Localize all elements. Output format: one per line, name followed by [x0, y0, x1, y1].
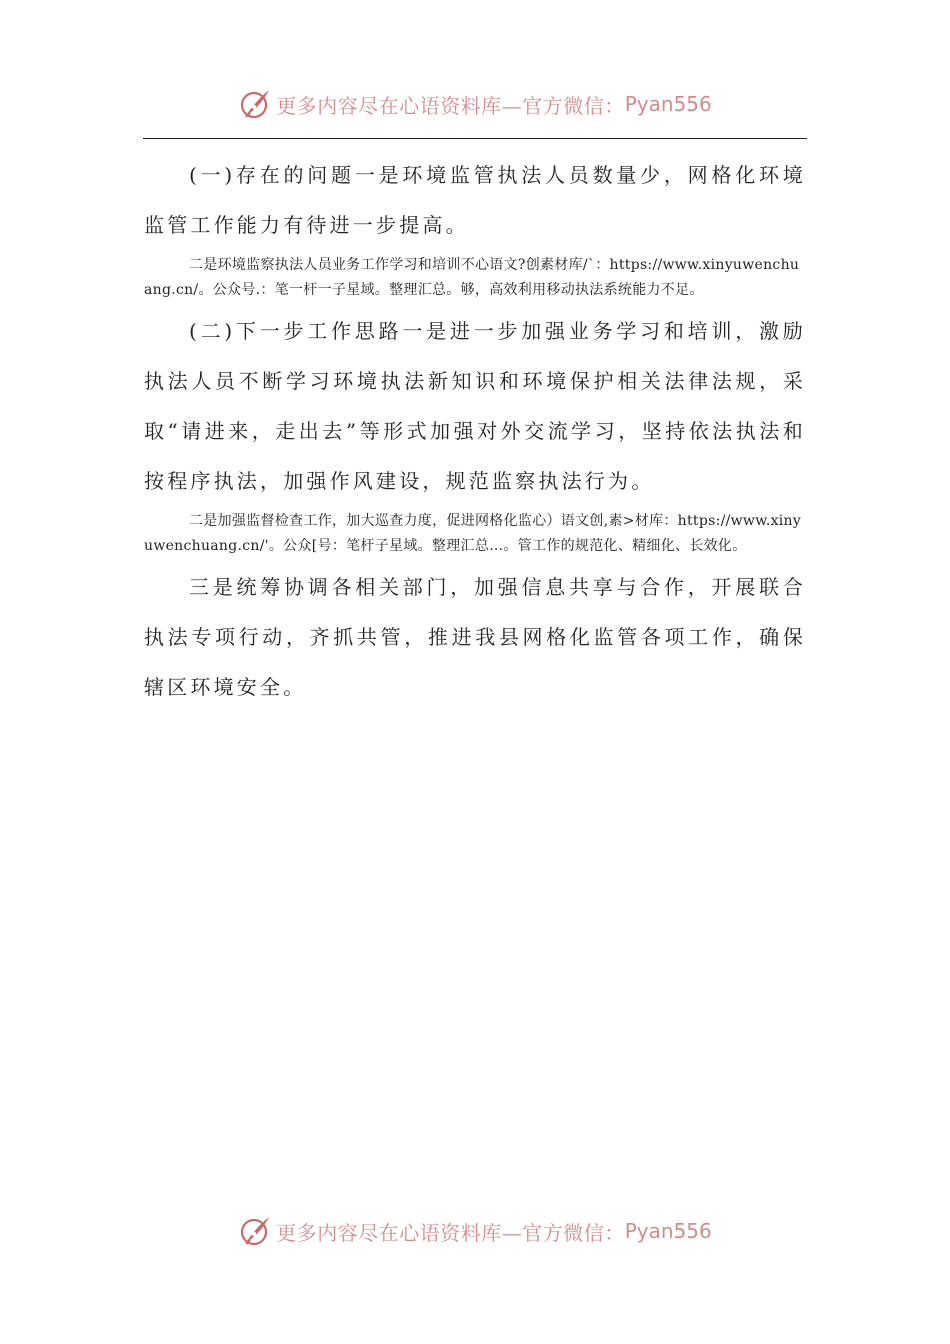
quill-logo-icon [238, 87, 272, 121]
header-banner-text: 更多内容尽在心语资料库—官方微信： [276, 93, 625, 118]
quill-logo-icon [238, 1214, 272, 1248]
paragraph-training: 二是环境监察执法人员业务工作学习和培训不心语文?创素材库/`：https://www.xinyuwenchuang.cn/。公众号.：笔一杆一子星域。整理汇总。够，高效利用移动执法系统能力不足。 [144, 257, 800, 298]
header-divider [143, 138, 807, 139]
footer-banner-text: 更多内容尽在心语资料库—官方微信： [276, 1220, 625, 1245]
footer-banner-wechat: Pyan556 [624, 1219, 712, 1243]
paragraph-supervision: 二是加强监督检查工作，加大巡查力度，促进网格化监心）语文创,素>材库：https://www.xinyuwenchuang.cn/'。公众[号：笔杆子星域。整理汇总…。管工作的规范化、精细化、长效化。 [144, 513, 802, 554]
header-banner [0, 84, 950, 124]
paragraph-coordination: 三是统筹协调各相关部门，加强信息共享与合作，开展联合执法专项行动，齐抓共管，推进我县网格化监管各项工作，确保辖区环境安全。 [144, 575, 806, 699]
footer-banner [0, 1211, 950, 1251]
header-banner-wechat: Pyan556 [624, 92, 712, 116]
paragraph-next-steps: (二)下一步工作思路一是进一步加强业务学习和培训，激励执法人员不断学习环境执法新知识和环境保护相关法律法规，采取“请进来，走出去”等形式加强对外交流学习，坚持依法执法和按程序执法，加强作风建设，规范监察执法行为。 [144, 319, 806, 493]
document-body [144, 150, 806, 712]
paragraph-problems: (一)存在的问题一是环境监管执法人员数量少，网格化环境监管工作能力有待进一步提高。 [144, 163, 806, 237]
